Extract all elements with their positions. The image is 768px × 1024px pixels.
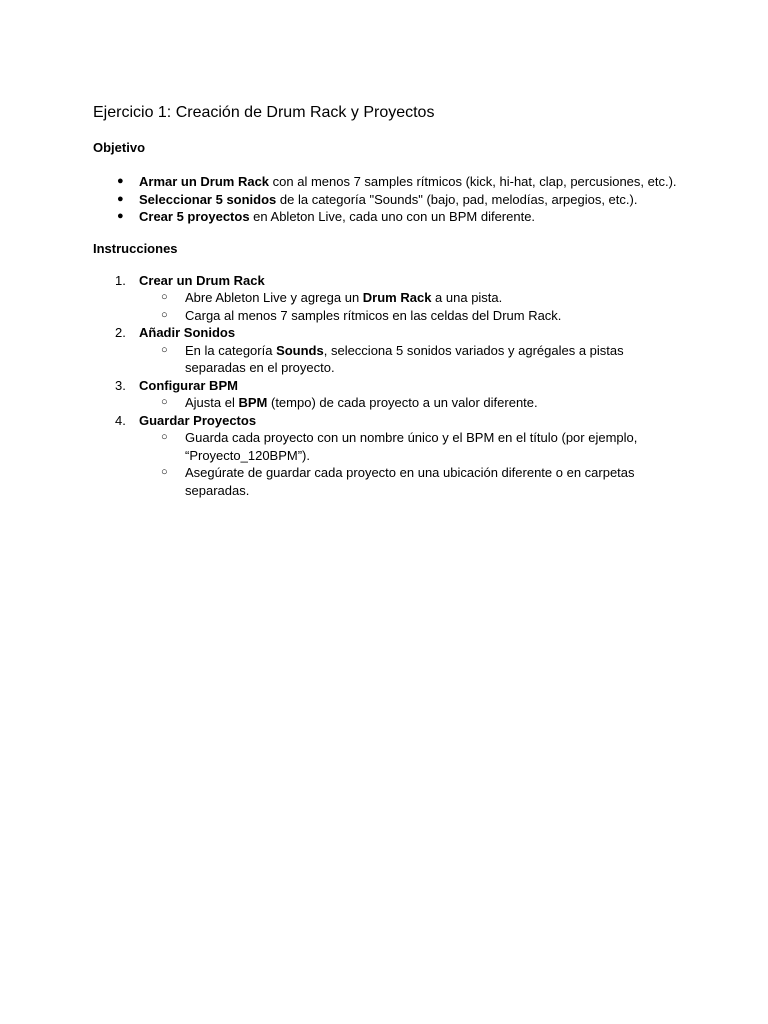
step-number: 1. [115, 272, 126, 288]
circle-bullet-icon: ○ [161, 291, 168, 303]
item-bold-text: Armar un Drum Rack [139, 174, 270, 189]
objetivo-list [93, 173, 683, 226]
sub-bold-text: Drum Rack [362, 290, 432, 305]
sub-text: En la categoría [185, 342, 277, 358]
sub-text: Guarda cada proyecto con un nombre único y el BPM en el título (por ejemplo, “Proyecto_120BPM”). [185, 430, 638, 463]
bullet-icon: ● [117, 210, 124, 222]
step-number: 4. [115, 412, 126, 428]
sub-list-item [139, 429, 683, 464]
item-bold-text: Crear 5 proyectos [139, 209, 250, 224]
step-item [93, 412, 683, 500]
sub-text: Abre Ableton Live y agrega un [185, 290, 363, 305]
step-number: 3. [115, 377, 126, 393]
list-item [93, 173, 683, 191]
bullet-icon: ● [117, 175, 124, 187]
page-title: Ejercicio 1: Creación de Drum Rack y Proyectos [93, 104, 435, 121]
step-item [93, 324, 683, 377]
step-title: Configurar BPM [139, 377, 238, 393]
item-text: con al menos 7 samples rítmicos (kick, hi-hat, clap, percusiones, etc.). [269, 174, 677, 189]
list-item [93, 208, 683, 226]
sub-list [139, 394, 683, 412]
section-heading-objetivo: Objetivo [93, 140, 146, 155]
sub-list-item [139, 464, 683, 499]
bullet-icon: ● [117, 192, 124, 205]
step-number: 2. [115, 325, 126, 340]
sub-list-item [139, 394, 683, 412]
step-item [93, 272, 683, 325]
item-bold-text: Seleccionar 5 sonidos [139, 191, 277, 207]
sub-list [139, 342, 683, 377]
list-item [93, 191, 683, 209]
step-title: Crear un Drum Rack [139, 272, 265, 288]
document-page [93, 103, 683, 499]
sub-bold-text: Sounds [276, 342, 324, 358]
step-title: Añadir Sonidos [139, 325, 236, 340]
sub-text: Asegúrate de guardar cada proyecto en una ubicación diferente o en carpetas separadas. [185, 465, 635, 498]
sub-list [139, 429, 683, 499]
circle-bullet-icon: ○ [161, 466, 168, 478]
sub-text: Carga al menos 7 samples rítmicos en las celdas del Drum Rack. [185, 307, 562, 323]
step-item [93, 377, 683, 412]
circle-bullet-icon: ○ [161, 396, 168, 408]
circle-bullet-icon: ○ [161, 431, 168, 443]
circle-bullet-icon: ○ [161, 308, 168, 321]
sub-text: a una pista. [431, 290, 503, 305]
sub-text: Ajusta el [185, 395, 239, 410]
sub-text: (tempo) de cada proyecto a un valor diferente. [267, 395, 538, 410]
section-heading-instrucciones: Instrucciones [93, 240, 178, 256]
sub-list-item [139, 307, 683, 325]
sub-bold-text: BPM [238, 395, 268, 410]
item-text: en Ableton Live, cada uno con un BPM diferente. [249, 209, 536, 224]
sub-list-item [139, 289, 683, 307]
sub-list-item [139, 342, 683, 377]
instrucciones-list [93, 272, 683, 500]
sub-list [139, 289, 683, 324]
sub-text: , selecciona 5 sonidos variados y agrégales a pistas separadas en el proyecto. [185, 342, 624, 375]
circle-bullet-icon: ○ [161, 343, 168, 356]
step-title: Guardar Proyectos [139, 412, 257, 428]
item-text: de la categoría "Sounds" (bajo, pad, melodías, arpegios, etc.). [276, 191, 638, 207]
